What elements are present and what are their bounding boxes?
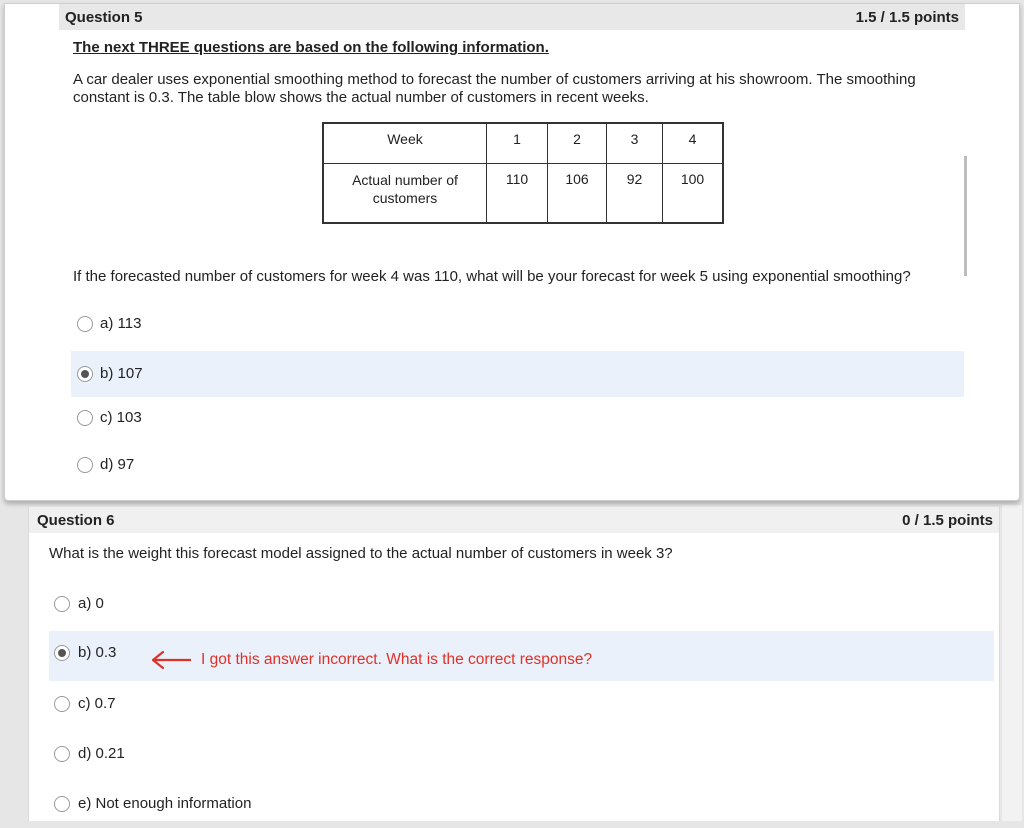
option-a[interactable] [71, 301, 964, 347]
option-d[interactable] [49, 732, 994, 778]
radio-button[interactable] [54, 596, 70, 612]
question-6-title: Question 6 [37, 512, 115, 529]
table-cell: 4 [663, 123, 724, 163]
option-label: d) 0.21 [78, 745, 125, 762]
table-cell: 106 [548, 163, 607, 223]
table-header-label: Week [323, 123, 487, 163]
option-d[interactable] [71, 442, 964, 488]
question-5-prompt: If the forecasted number of customers for week 4 was 110, what will be your forecast for week 5 using exponential smoothing? [73, 268, 911, 285]
option-a[interactable] [49, 582, 994, 628]
customers-table [322, 122, 724, 224]
option-label: b) 107 [100, 365, 143, 382]
radio-button[interactable] [54, 746, 70, 762]
radio-button[interactable] [77, 316, 93, 332]
question-5-panel [4, 3, 1020, 501]
question-description: A car dealer uses exponential smoothing method to forecast the number of customers arriving at his showroom. The smoothing constant is 0.3. The table blow shows the actual number of customers in recent weeks. [73, 71, 916, 106]
radio-button-selected[interactable] [54, 645, 70, 661]
background-strip [1002, 505, 1022, 821]
table-row [323, 163, 723, 223]
radio-button[interactable] [77, 457, 93, 473]
question-6-prompt: What is the weight this forecast model assigned to the actual number of customers in week 3? [49, 545, 673, 562]
annotation-text: I got this answer incorrect. What is the correct response? [201, 651, 593, 668]
radio-button[interactable] [54, 696, 70, 712]
option-label: c) 103 [100, 409, 142, 426]
table-cell: 2 [548, 123, 607, 163]
question-5-points: 1.5 / 1.5 points [855, 9, 959, 26]
question-5-title: Question 5 [65, 9, 143, 26]
radio-button[interactable] [54, 796, 70, 812]
option-c[interactable] [71, 395, 964, 441]
option-label: e) Not enough information [78, 795, 252, 812]
option-e[interactable] [49, 782, 994, 828]
table-row [323, 123, 723, 163]
left-arrow-icon [149, 650, 193, 670]
question-5-header [59, 4, 965, 30]
table-row-label: Actual number of customers [323, 163, 487, 223]
scrollbar[interactable] [964, 156, 967, 276]
option-c[interactable] [49, 682, 994, 728]
table-cell: 100 [663, 163, 724, 223]
option-label: d) 97 [100, 456, 135, 473]
question-6-panel [28, 507, 1000, 821]
option-label: a) 113 [100, 315, 142, 332]
option-b[interactable] [71, 351, 964, 397]
question-6-points: 0 / 1.5 points [902, 512, 993, 529]
annotation [149, 650, 592, 670]
option-label: c) 0.7 [78, 695, 116, 712]
table-cell: 92 [607, 163, 663, 223]
table-cell: 1 [487, 123, 548, 163]
option-label: b) 0.3 [78, 644, 117, 661]
intro-heading: The next THREE questions are based on the following information. [73, 39, 549, 56]
table-cell: 110 [487, 163, 548, 223]
table-cell: 3 [607, 123, 663, 163]
radio-button-selected[interactable] [77, 366, 93, 382]
question-6-header [29, 507, 999, 533]
option-label: a) 0 [78, 595, 104, 612]
radio-button[interactable] [77, 410, 93, 426]
